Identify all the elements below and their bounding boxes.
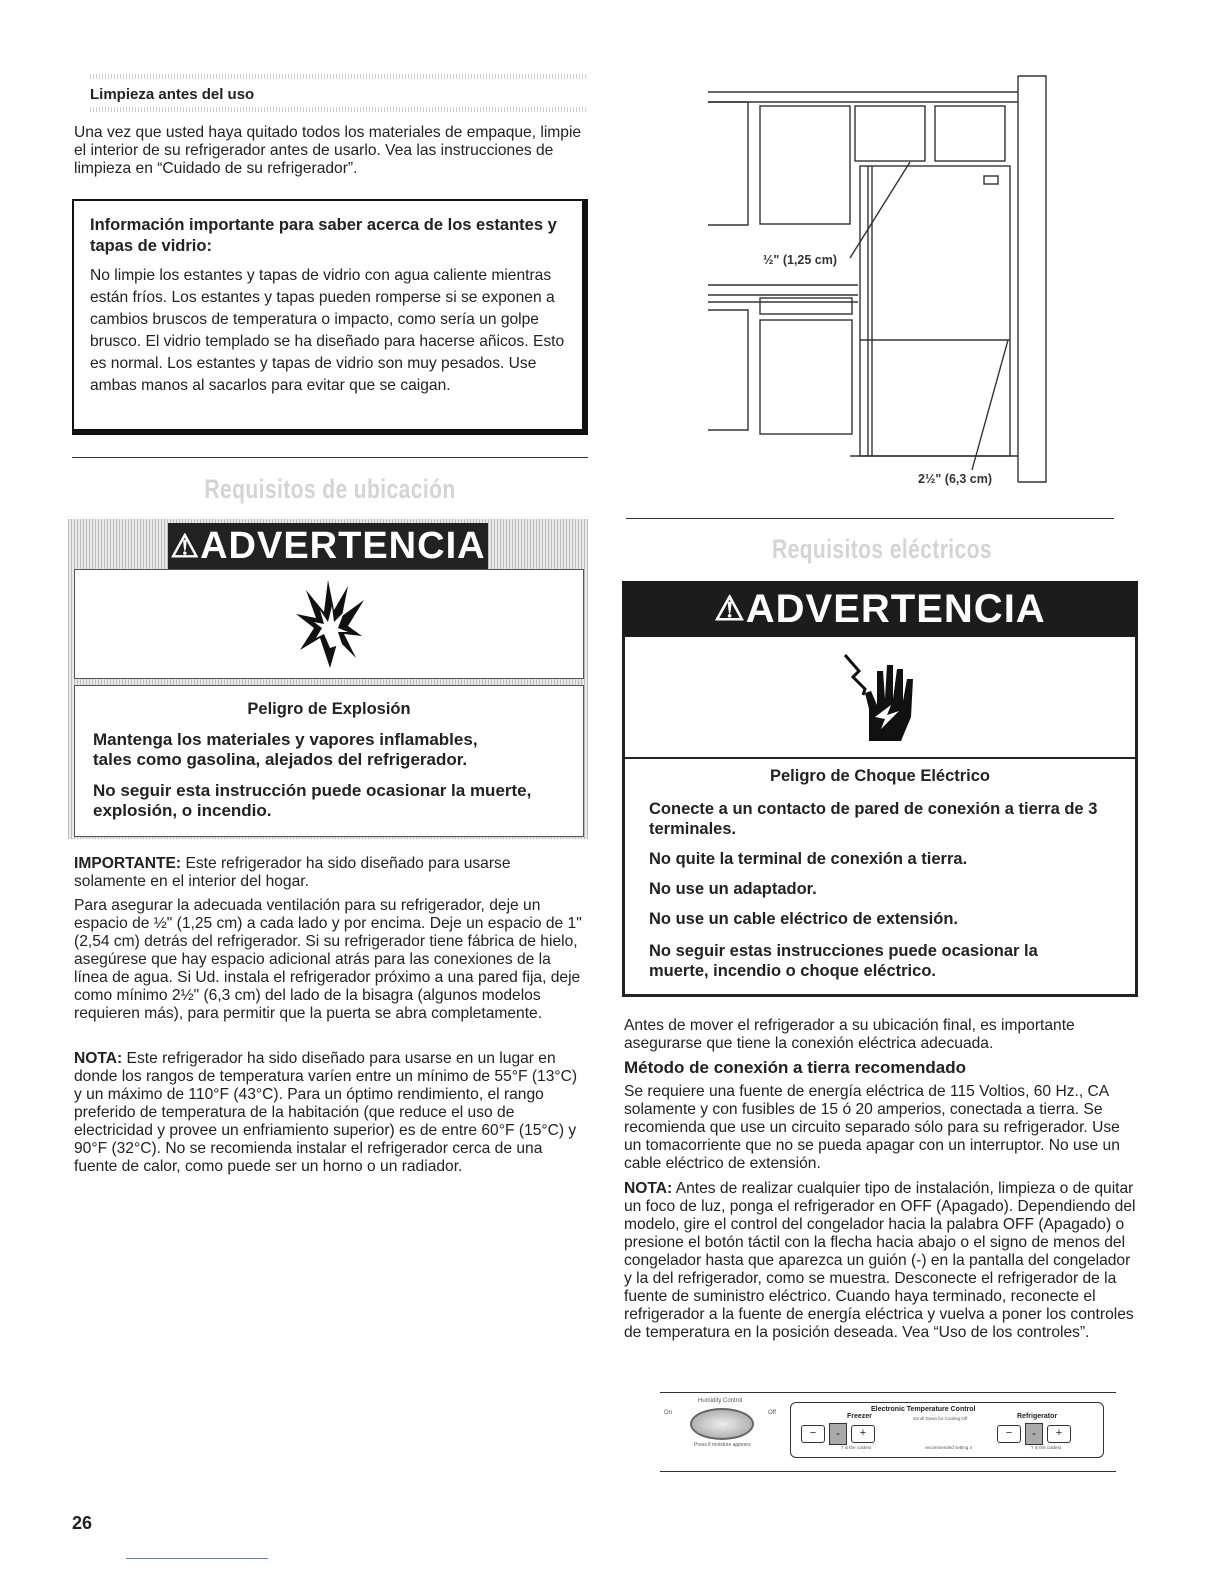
section-divider-right bbox=[626, 518, 1114, 519]
warning-title: ADVERTENCIA bbox=[200, 524, 486, 567]
glass-info-title: Información importante para saber acerca de los estantes y tapas de vidrio: bbox=[90, 216, 557, 255]
freezer-minus-button[interactable]: − bbox=[801, 1425, 825, 1443]
etc-title: Electronic Temperature Control bbox=[871, 1406, 976, 1413]
scroll-label: Scroll Down for Cooling Off bbox=[913, 1416, 968, 1421]
electrical-section-title: Requisitos eléctricos bbox=[771, 534, 993, 564]
freezer-plus-button[interactable]: + bbox=[851, 1425, 875, 1443]
shock-line-3: No use un adaptador. bbox=[649, 880, 817, 898]
explosion-icon bbox=[294, 578, 366, 670]
electric-shock-icon bbox=[835, 649, 925, 745]
location-note-body: Este refrigerador ha sido diseñado para usarse en un lugar en donde los rangos de temperatura varíen entre un mínimo de 55°F (13°C) y un máximo de 110°F (43°C). Para un óptimo rendimiento, el rango preferido de temperatura de la habitación (que reduce el uso de electricidad y provee un enfriamiento superior) es de entre 60°F (15°C) y 90°F (32°C). No se recomienda instalar el refrigerador cerca de una fuente de calor, como puede ser un horno o un radiador. bbox=[74, 1050, 578, 1175]
warning-triangle-icon: ⚠ bbox=[714, 590, 746, 628]
footer-rule bbox=[126, 1558, 268, 1559]
heading-rule-top bbox=[90, 74, 588, 79]
page-number: 26 bbox=[72, 1513, 93, 1533]
shock-line-2: No quite la terminal de conexión a tierra. bbox=[649, 850, 968, 868]
shock-hazard: Peligro de Choque Eléctrico bbox=[769, 767, 991, 785]
refrigerator-label: Refrigerator bbox=[1017, 1413, 1058, 1420]
warning-shock-title: ADVERTENCIA bbox=[745, 586, 1046, 631]
clearance-diagram bbox=[700, 70, 1060, 490]
important-body: Este refrigerador ha sido diseñado para usarse solamente en el interior del hogar. bbox=[74, 855, 511, 890]
coldest-left-label: 7 is the coldest bbox=[841, 1445, 872, 1450]
warning-line-2: No seguir esta instrucción puede ocasionar la muerte, explosión, o incendio. bbox=[93, 781, 532, 820]
coldest-right-label: 7 is the coldest bbox=[1031, 1445, 1062, 1450]
warning-shock-header bbox=[622, 581, 1138, 637]
shock-divider bbox=[625, 757, 1135, 759]
method-heading: Método de conexión a tierra recomendado bbox=[624, 1058, 966, 1077]
fridge-display: - bbox=[1025, 1423, 1043, 1445]
warning-line-1: Mantenga los materiales y vapores inflamables, tales como gasolina, alejados del refrigerador. bbox=[93, 730, 478, 769]
control-panel bbox=[650, 1392, 1116, 1472]
clearance-label-bottom: 2½" (6,3 cm) bbox=[918, 472, 993, 486]
important-label: IMPORTANTE: bbox=[74, 855, 182, 872]
location-note-paragraph bbox=[74, 1050, 586, 1176]
recommended-label: recommended setting 4 bbox=[925, 1445, 973, 1450]
panel-bottom-line bbox=[660, 1471, 1116, 1472]
warning-hazard: Peligro de Explosión bbox=[247, 700, 411, 718]
method-body: Se requiere una fuente de energía eléctrica de 115 Voltios, 60 Hz., CA solamente y con fusibles de 15 ó 20 amperios, conectada a tierra. Se recomienda que use un circuito separado sólo para su refrigerador. Use un tomacorriente que no se pueda apagar con un interruptor. No use un cable eléctrico de extensión. bbox=[624, 1083, 1120, 1172]
glass-info-body: No limpie los estantes y tapas de vidrio con agua caliente mientras están fríos. Los estantes y tapas pueden romperse si se exponen a cambios bruscos de temperatura o impacto, como sería un golpe brusco. El vidrio templado se ha diseñado para hacerse añicos. Esto es normal. Los estantes y tapas de vidrio son muy pesados. Use ambas manos al sacarlos para evitar que se caigan. bbox=[90, 267, 565, 394]
heading-rule-bottom bbox=[90, 107, 588, 112]
humidity-knob[interactable] bbox=[690, 1408, 754, 1440]
cleaning-body: Una vez que usted haya quitado todos los materiales de empaque, limpie el interior de su refrigerador antes de usarlo. Vea las instrucciones de limpieza en “Cuidado de su refrigerador”. bbox=[74, 124, 582, 177]
freezer-display: - bbox=[829, 1423, 847, 1445]
warning-header-title bbox=[168, 523, 488, 569]
panel-top-line bbox=[660, 1392, 1116, 1393]
fridge-plus-button[interactable]: + bbox=[1047, 1425, 1071, 1443]
location-note-label: NOTA: bbox=[74, 1050, 123, 1067]
section-divider-left bbox=[72, 457, 588, 458]
fridge-minus-button[interactable]: − bbox=[997, 1425, 1021, 1443]
humidity-label: Humidity Control bbox=[698, 1398, 743, 1404]
clearance-label-top: ½" (1,25 cm) bbox=[763, 253, 838, 267]
humidity-sub-label: Press if moisture appears bbox=[694, 1442, 751, 1448]
temperature-display bbox=[790, 1402, 1104, 1458]
freezer-label: Freezer bbox=[847, 1413, 872, 1420]
warning-icon-panel bbox=[74, 569, 584, 679]
shock-line-5: No seguir estas instrucciones puede ocasionar la muerte, incendio o choque eléctrico. bbox=[649, 942, 1038, 980]
humidity-on-label: On bbox=[664, 1410, 673, 1416]
shock-line-1: Conecte a un contacto de pared de conexión a tierra de 3 terminales. bbox=[649, 800, 1098, 838]
cleaning-heading: Limpieza antes del uso bbox=[90, 86, 255, 103]
shock-line-4: No use un cable eléctrico de extensión. bbox=[649, 910, 959, 928]
ventilation-paragraph: Para asegurar la adecuada ventilación para su refrigerador, deje un espacio de ½" (1,25 cm) a cada lado y por encima. Deje un espacio de 1" (2,54 cm) detrás del refrigerador. Si su refrigerador tiene fábrica de hielo, asegúrese que hay espacio adicional atrás para las conexiones de la línea de agua. Si Ud. instala el refrigerador próximo a una pared fija, deje como mínimo 2½" (6,3 cm) del lado de la bisagra (algunos modelos requieren más), para permitir que la puerta se abra completamente. bbox=[74, 897, 582, 1022]
warning-triangle-icon: ⚠ bbox=[170, 528, 201, 564]
glass-info-box bbox=[72, 199, 588, 435]
warning-shock-box bbox=[622, 581, 1138, 997]
important-paragraph bbox=[74, 855, 586, 891]
electrical-note-paragraph bbox=[624, 1180, 1140, 1342]
electrical-note-body: Antes de realizar cualquier tipo de instalación, limpieza o de quitar un foco de luz, ponga el refrigerador en OFF (Apagado). Dependiendo del modelo, gire el control del congelador hacia la palabra OFF (Apagado) o presione el botón táctil con la flecha hacia abajo o el signo de menos del congelador hasta que aparezca un guión (-) en la pantalla del congelador y la del refrigerador, como se muestra. Desconecte el refrigerador de la fuente de suministro eléctrico. Cuando haya terminado, reconecte el refrigerador a la fuente de energía eléctrica y vuelva a poner los controles de temperatura en la posición deseada. Vea “Uso de los controles”. bbox=[624, 1180, 1136, 1341]
humidity-off-label: Off bbox=[768, 1410, 776, 1416]
warning-explosion-box bbox=[68, 519, 588, 839]
warning-text-panel bbox=[74, 685, 584, 837]
location-section-title: Requisitos de ubicación bbox=[204, 474, 456, 504]
electrical-note-label: NOTA: bbox=[624, 1180, 673, 1197]
electrical-intro: Antes de mover el refrigerador a su ubicación final, es importante asegurarse que tiene la conexión eléctrica adecuada. bbox=[624, 1017, 1075, 1052]
